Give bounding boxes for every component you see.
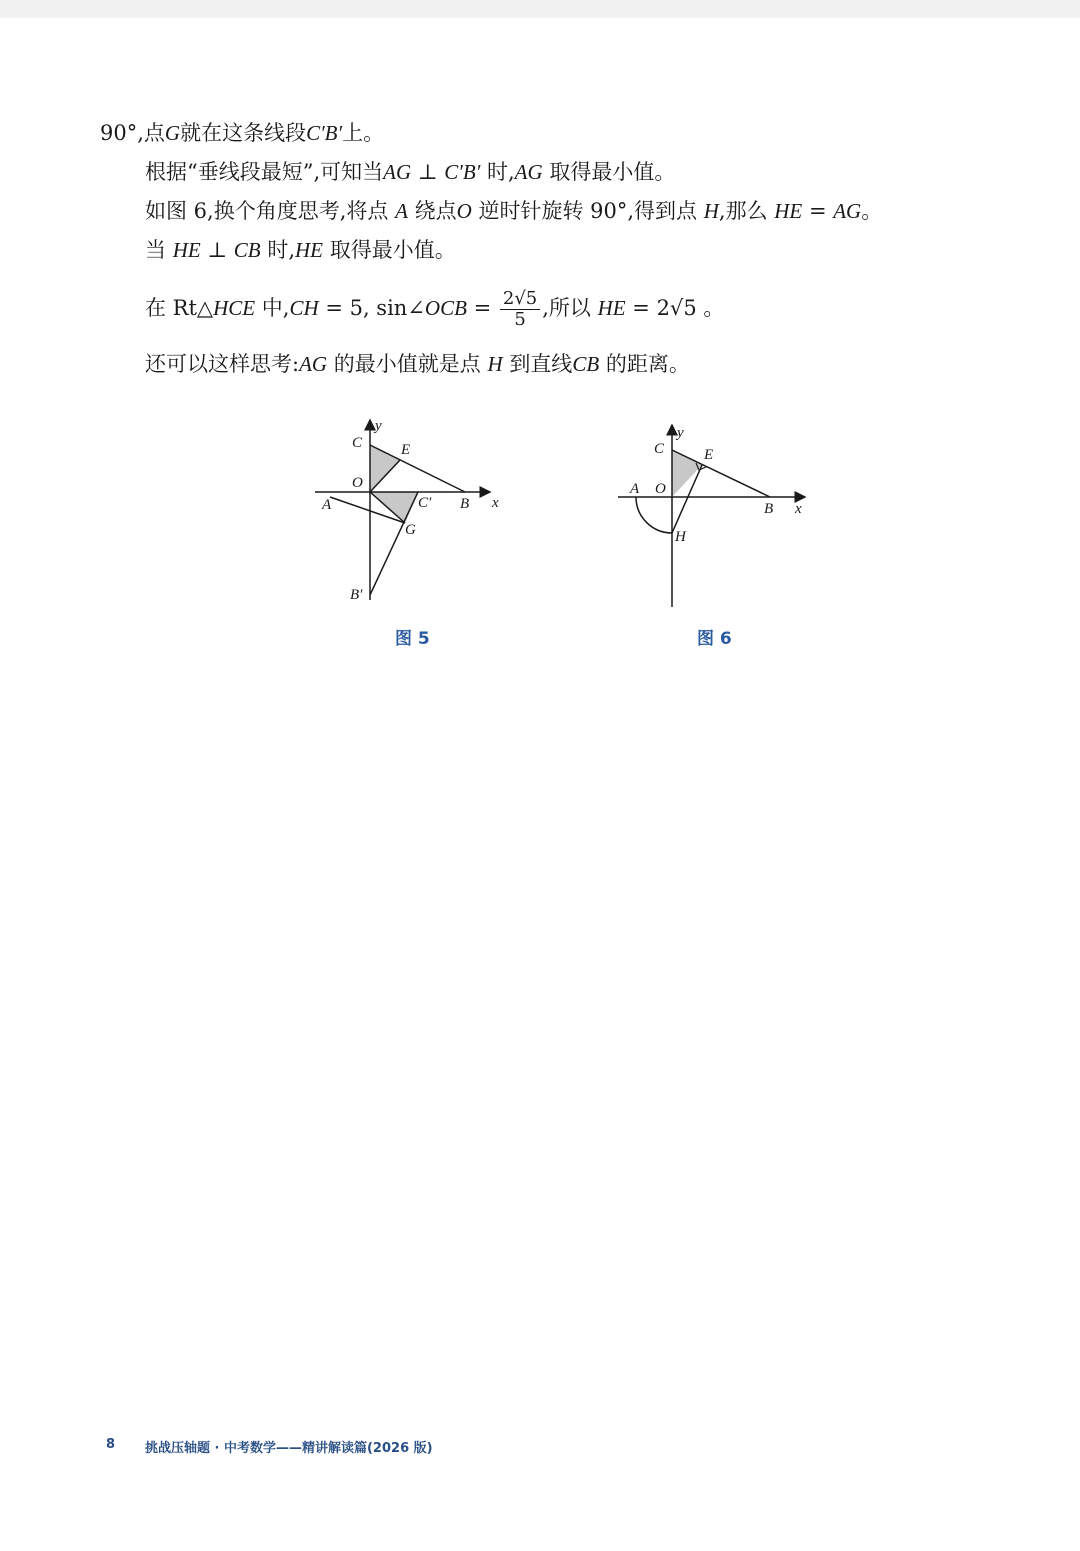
footer-page-number: 8	[106, 1437, 116, 1452]
text-run: 根据“垂线段最短”,可知当	[145, 160, 384, 184]
figure-5-caption: 图 5	[395, 629, 430, 649]
text-run: 逆时针旋转 90°,得到点	[478, 199, 698, 223]
text-run: 时,	[486, 160, 515, 184]
label-g: G	[405, 522, 416, 538]
math-var: CH	[289, 296, 319, 320]
label-y: y	[375, 418, 382, 434]
math-var: AG	[833, 199, 862, 223]
text-run: 还可以这样思考:	[145, 352, 300, 376]
label-c: C	[352, 435, 363, 451]
text-line-2	[145, 157, 675, 187]
math-var: OCB	[424, 296, 467, 320]
text-run: 的最小值就是点	[333, 352, 481, 376]
text-run: ,所以	[542, 296, 591, 320]
text-run: 在 Rt△	[145, 296, 214, 320]
math-var: HE	[597, 296, 626, 320]
figure-6-diagram	[600, 415, 820, 615]
figure-5-diagram	[300, 415, 520, 615]
math-op: ⊥	[200, 238, 234, 262]
math-var: H	[703, 199, 719, 223]
label-a: A	[630, 481, 640, 497]
fraction-denominator: 5	[514, 309, 526, 330]
text-line-6	[145, 349, 690, 379]
math-op: =	[802, 199, 834, 223]
label-x: x	[492, 495, 499, 511]
rotation-arc	[636, 497, 672, 533]
label-c: C	[654, 441, 665, 457]
math-var: CB	[233, 238, 261, 262]
label-a: A	[322, 497, 332, 513]
math-op: =	[466, 296, 498, 320]
label-x: x	[795, 501, 802, 517]
label-b: B	[460, 496, 470, 512]
text-run: 到直线	[509, 352, 573, 376]
math-var: HCE	[213, 296, 256, 320]
math-var: HE	[774, 199, 803, 223]
text-line-5	[145, 282, 724, 334]
text-run: 绕点	[414, 199, 457, 223]
top-scan-band	[0, 0, 1080, 18]
label-bprime: B′	[350, 587, 363, 603]
footer-book-title: 挑战压轴题 · 中考数学——精讲解读篇(2026 版)	[145, 1441, 433, 1456]
label-b: B	[764, 501, 774, 517]
math-var: G	[164, 121, 181, 145]
text-run: 中,	[261, 296, 290, 320]
math-var: AG	[299, 352, 328, 376]
text-line-3	[145, 196, 882, 226]
text-run: ,那么	[718, 199, 768, 223]
math-var: HE	[172, 238, 201, 262]
math-var: CB	[572, 352, 600, 376]
math-var: A	[395, 199, 408, 223]
math-var: C′B′	[306, 121, 343, 145]
text-run: 如图 6,换个角度思考,将点	[145, 199, 389, 223]
label-e: E	[704, 447, 714, 463]
math-var: AG	[383, 160, 412, 184]
text-run: = 5, sin∠	[318, 296, 425, 320]
text-run: 上。	[342, 121, 385, 145]
text-run: 取得最小值。	[329, 238, 456, 262]
text-line-4	[145, 235, 456, 265]
text-run: 的距离。	[605, 352, 690, 376]
text-run: 就在这条线段	[180, 121, 307, 145]
math-var: C′B′	[444, 160, 481, 184]
label-cprime: C′	[418, 495, 432, 511]
fraction-numerator: 2√5	[500, 289, 540, 310]
text-run: 。	[861, 199, 883, 223]
text-line-1	[100, 118, 384, 148]
label-h: H	[675, 529, 686, 545]
label-e: E	[401, 442, 411, 458]
label-o: O	[655, 481, 666, 497]
math-var: HE	[295, 238, 324, 262]
math-var: H	[487, 352, 503, 376]
figure-6-caption: 图 6	[697, 629, 732, 649]
text-run: 时,	[267, 238, 296, 262]
figure-6	[600, 415, 820, 619]
text-run: 当	[145, 238, 166, 262]
label-y: y	[677, 425, 684, 441]
text-run: 90°,点	[100, 121, 165, 145]
label-o: O	[352, 475, 363, 491]
math-var: O	[456, 199, 472, 223]
figure-5	[300, 415, 520, 619]
math-op: ⊥	[411, 160, 445, 184]
text-run: 取得最小值。	[549, 160, 676, 184]
fraction	[500, 289, 540, 330]
math-var: AG	[514, 160, 543, 184]
text-run: = 2√5 。	[625, 296, 725, 320]
